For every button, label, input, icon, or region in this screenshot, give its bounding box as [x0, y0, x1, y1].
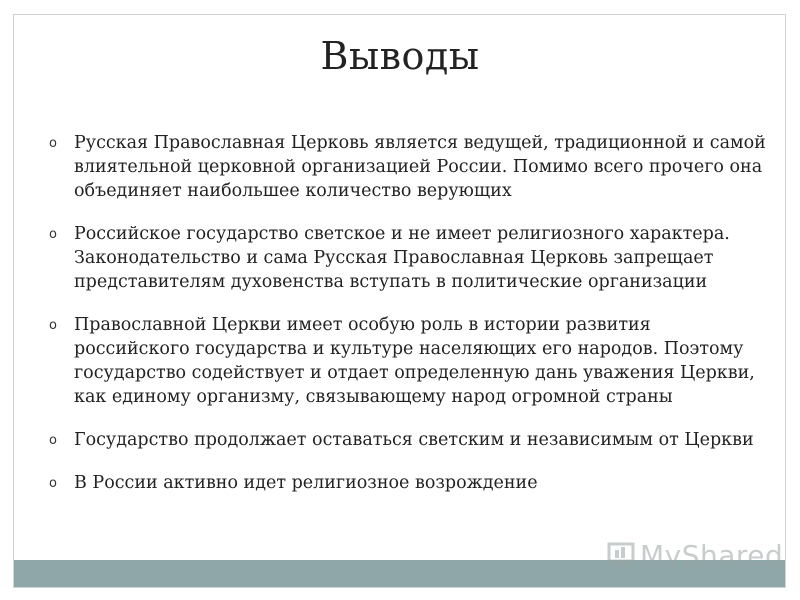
bullet-item — [46, 222, 766, 294]
bullet-item — [46, 313, 766, 409]
watermark-text: MyShared — [640, 538, 784, 572]
bullet-marker: o — [49, 433, 57, 448]
presentation-board-icon — [606, 540, 636, 570]
bullet-marker: o — [49, 476, 57, 491]
bullet-item — [46, 471, 766, 495]
bullet-text: В России активно идет религиозное возрождение — [74, 473, 538, 493]
slide-title: Выводы — [320, 34, 480, 78]
bullet-text: Государство продолжает оставаться светским и независимым от Церкви — [74, 430, 754, 450]
bullet-item — [46, 131, 766, 203]
bullet-text: Православной Церкви имеет особую роль в истории развития российского государства и культуре населяющих его народов. Поэтому государство содействует и отдает определенную дань уважения Церкви, как единому организму, связывающему народ огромной страны — [74, 315, 755, 407]
bullet-marker: o — [49, 227, 57, 242]
bullet-marker: o — [49, 136, 57, 151]
bullet-marker: o — [49, 318, 57, 333]
bullet-text: Российское государство светское и не имеет религиозного характера. Законодательство и сама Русская Православная Церковь запрещает представителям духовенства вступать в политические организации — [74, 224, 730, 292]
bullet-item — [46, 428, 766, 452]
watermark-logo — [606, 538, 783, 572]
bullet-list — [46, 131, 766, 514]
bullet-text: Русская Православная Церковь является ведущей, традиционной и самой влиятельной церковной организацией России. Помимо всего прочего она объединяет наибольшее количество верующих — [74, 133, 766, 201]
